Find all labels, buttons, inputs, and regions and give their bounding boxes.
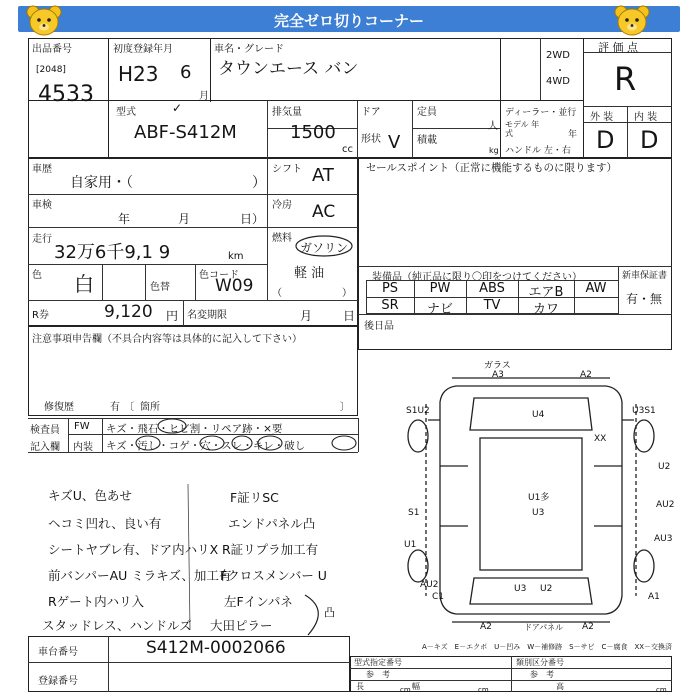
bear-mascot-left-icon [26,4,62,38]
ac-label: 冷房 [272,200,292,211]
score-value: R [614,60,637,98]
diagram-label-u2-right: U2 [658,462,671,472]
diagram-label-s1u2: S1U2 [406,406,430,416]
header-banner [18,6,680,32]
diagram-label-a1: A1 [648,592,660,602]
note-line-4: 前バンパーAU ミラキズ、加工有 [48,568,232,583]
right-note-3: R証リプラ加工有 [222,542,319,557]
drive-2wd: 2WD [546,50,570,61]
model-label: 型式 [116,107,136,118]
fuel-gasoline: ガソリン [300,241,349,255]
category-label: 類別区分番号 [516,658,564,667]
sales-point-label: セールスポイント（正常に機能するものに限ります） [366,162,618,174]
model-value: ABF-S412M [134,122,237,143]
fuel-circle-mark [294,234,354,258]
inspector-row2-key: 内装 [73,442,93,453]
equip-tv: TV [483,298,501,313]
inspector-row2-text: キズ・汚し・コゲ・穴・スレ・キレ・破し [106,440,306,452]
dim-height-unit: cm [656,686,667,694]
right-note-1: F証リSC [230,490,279,505]
diagram-label-u3-center: U3 [532,508,545,518]
shift-value: AT [312,165,334,186]
mileage-unit: km [228,251,244,262]
note-line-5: Rゲート内ハリ入 [48,594,145,609]
diagram-label-a2-rear-right: A2 [582,622,594,632]
recycle-label: 新車保証書 [622,271,668,281]
inspector-circles [100,416,360,454]
handle-label: ハンドル 左・右 [505,146,571,156]
diagram-label-u1-left: U1 [404,540,417,550]
fuel-diesel: 軽 油 [294,266,325,281]
repair-value: 有 [110,402,120,413]
dim-width-unit: cm [478,686,489,694]
inspection-label: 車検 [32,200,52,211]
chassis-value: S412M-0002066 [146,638,286,658]
right-note-5: 左Fインパネ [224,594,293,609]
equip-aw: AW [585,281,607,296]
meigi-day: 日 [343,309,356,323]
first-reg-month: 6 [180,62,192,83]
ac-value: AC [312,202,336,222]
displacement-unit: cc [342,144,353,155]
inspection-day: 日） [240,212,265,226]
r-ticket-label: R券 [32,310,49,321]
inspector-label-2: 記入欄 [30,442,60,453]
dim-length: 長 [356,682,364,691]
loading-unit: kg [489,146,499,155]
model-check: ✓ [172,101,183,115]
right-note-2: エンドパネル凸 [228,516,316,531]
spec-size-ref: 参 考 [366,670,390,679]
diagram-label-door-panel: ドアパネル [524,623,564,632]
inspector-row1-text: キズ・飛石・ヒビ割・リペア跡・×要 [106,423,283,435]
first-reg-label: 初度登録年月 [113,44,173,55]
inspection-month: 月 [178,212,191,226]
diagram-label-u2-rear: U2 [540,584,553,594]
spec-size-label: 型式指定番号 [354,658,402,667]
capacity-label: 定員 [417,107,437,118]
fuel-paren-close: ） [342,288,352,299]
diagram-label-au2-right: AU2 [656,500,675,510]
bear-mascot-right-icon [614,4,650,38]
history-label: 車歴 [32,164,52,175]
note-line-strokes [40,480,360,640]
note-last: 大田ピラー [210,618,273,633]
color-code-label: 色コード [199,270,239,281]
model-year-unit: 年 [568,130,578,140]
equip-sr: SR [381,298,399,313]
mileage-value: 32万6千9,1 9 [54,242,171,263]
diagram-label-s1-left: S1 [408,508,420,518]
equip-navi: ナビ [426,302,453,317]
dim-length-unit: cm [400,686,411,694]
meigi-month: 月 [300,309,313,323]
capacity-unit: 人 [488,121,498,132]
shape-value: V [388,132,401,153]
equip-pw: PW [429,281,451,296]
score-exterior-label: 外 装 [590,112,614,123]
car-name-label: 車名・グレード [214,44,284,55]
diagram-label-u1: U1多 [528,493,550,503]
repair-places-open: 〔 [124,402,134,413]
meigi-label: 名変期限 [187,310,227,321]
diagram-label-u4: U4 [532,410,545,420]
inspector-label-1: 検査員 [30,425,60,436]
first-reg-year: H23 [118,62,159,86]
diagram-label-a2-rear: A2 [480,622,492,632]
note-line-2: ヘコミ凹れ、良い有 [48,516,162,531]
dim-width: 幅 [412,682,420,691]
fuel-paren-open: （ [272,288,282,299]
diagram-label-glass: ガラス [484,361,511,371]
shift-label: シフト [272,164,302,175]
history-value: 自家用・（ [70,175,133,191]
drive-dot: ・ [555,66,565,77]
declaration-label: 注意事項申告欄（不具合内容等は具体的に記入して下さい） [32,334,302,345]
svg-text:凸: 凸 [324,606,335,619]
diagram-label-xx: XX [594,434,607,444]
repair-places-close: 〕 [340,402,350,413]
form-sales-point [358,158,672,350]
first-reg-month-unit: 月 [199,91,209,102]
recycle-value: 有・無 [626,292,663,306]
diagram-label-u3s1: U3S1 [632,406,656,416]
score-label: 評 価 点 [598,41,638,54]
shape-label: 形状 [361,134,381,145]
color-grade-label: 色替 [150,282,170,293]
car-name-value: タウンエース バン [218,59,359,79]
equip-ps: PS [381,281,399,296]
equip-leather: カワ [532,302,559,317]
lot-label: 出品番号 [32,44,72,55]
color-label: 色 [32,270,42,281]
history-close: ） [252,175,266,191]
mileage-label: 走行 [32,234,52,245]
inspection-year: 年 [118,212,131,226]
loading-label: 積載 [417,135,437,146]
equip-abs: ABS [479,281,505,296]
score-exterior: D [596,126,615,154]
score-interior-label: 内 装 [634,112,658,123]
right-note-4: Fクロスメンバー U [220,568,327,583]
r-ticket-unit: 円 [166,309,179,323]
drive-4wd: 4WD [546,76,570,87]
diagram-legend: A－キズ E－エクボ U－凹み W－補修跡 S－サビ C－腐食 XX－交換済 [422,643,673,651]
dealer-label: ディーラー・並行 [505,108,577,118]
diagram-label-a3-top: A3 [492,370,504,380]
note-line-3: シートヤブレ有、ドア内ハリX [48,542,219,557]
equipment-label: 装備品（純正品に限り〇印をつけてください） [372,272,582,283]
inspector-row1-key: FW [74,421,90,432]
chassis-label: 車台番号 [38,647,78,658]
model-year-label: モデル 年式 [505,120,540,138]
diagram-label-au3: AU3 [654,534,673,544]
diagram-label-c1: C1 [432,592,445,602]
lot-number: 4533 [38,82,94,107]
dim-height: 高 [556,682,564,691]
r-ticket-value: 9,120 [104,302,153,322]
banner-title: 完全ゼロ切りコーナー [273,12,424,30]
diagram-label-au2-left: AU2 [420,580,439,590]
score-interior: D [640,126,659,154]
note-line-1: キズU、色あせ [48,488,132,503]
reg-no-label: 登録番号 [38,676,78,687]
fuel-label: 燃料 [272,233,292,244]
repair-label: 修復歴 [44,402,74,413]
rear-seat-label: 後日品 [364,321,394,332]
color-value: 白 [74,272,94,296]
displacement-label: 排気量 [272,107,302,118]
note-line-6: スタッドレス、ハンドルズ [42,618,192,633]
repair-places-label: 箇所 [140,402,160,413]
diagram-label-u3-rear: U3 [514,584,527,594]
doors-label: ドア [361,107,381,118]
category-ref: 参 考 [530,670,554,679]
diagram-label-a2-top: A2 [580,370,592,380]
displacement-value: 1500 [290,122,336,143]
equip-airbag: エアB [528,285,564,300]
color-code-value: W09 [215,276,254,296]
lot-sub: [2048] [36,65,66,75]
